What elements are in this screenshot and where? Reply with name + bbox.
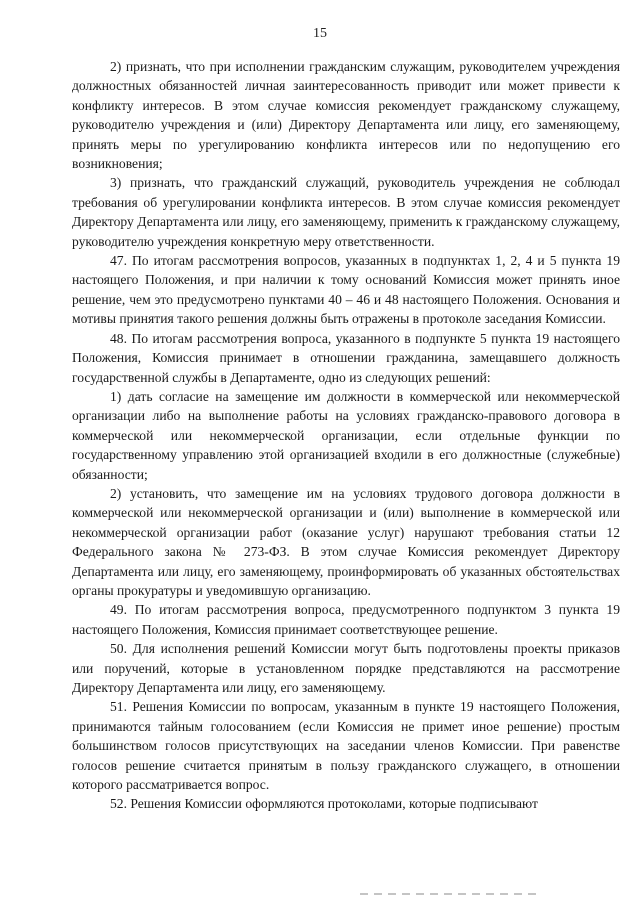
paragraph-48-1-consent: 1) дать согласие на замещение им должности в коммерческой или некоммерческой организации либо на выполнение работы на условиях гражданско-правового договора в коммерческой или некоммерческой организации, если отдельные функции по государственному управлению этой организацией входили в его должностные (служебные) обязанности; [72, 388, 620, 482]
paragraph-48-2-violation: 2) установить, что замещение им на условиях трудового договора должности в коммерческой или некоммерческой организации и (или) выполнение в коммерческой или некоммерческой организации работ (оказание услуг) нарушают требования статьи 12 Федерального закона № 273-ФЗ. В этом случае Комиссия рекомендует Директору Департамента или лицу, его заменяющему, проинформировать об указанных обстоятельствах органы прокуратуры и уведомившую организацию. [72, 485, 620, 598]
paragraph-47: 47. По итогам рассмотрения вопросов, указанных в подпунктах 1, 2, 4 и 5 пункта 19 настоящего Положения, и при наличии к тому оснований Комиссия может принять иное решение, чем это предусмотрено пунктами 40 – 46 и 48 настоящего Положения. Основания и мотивы принятия такого решения должны быть отражены в протоколе заседания Комиссии. [72, 253, 620, 327]
paragraph-49: 49. По итогам рассмотрения вопроса, предусмотренного подпунктом 3 пункта 19 настоящего Положения, Комиссия принимает соответствующее решение. [72, 602, 620, 637]
paragraph-52: 52. Решения Комиссии оформляются протоколами, которые подписывают [110, 796, 538, 812]
scan-artifact-mark [360, 893, 540, 895]
page-number: 15 [313, 26, 327, 41]
paragraph-3-recognize-noncompliance: 3) признать, что гражданский служащий, руководитель учреждения не соблюдал требования об урегулировании конфликта интересов. В этом случае комиссия рекомендует Директору Департамента или лицу, его заменяющему, применить к гражданскому служащему, руководителю учреждения конкретную меру ответственности. [72, 175, 620, 249]
document-body [72, 57, 620, 814]
paragraph-2-recognize-conflict: 2) признать, что при исполнении гражданским служащим, руководителем учреждения должностных обязанностей личная заинтересованность приводит или может привести к конфликту интересов. В этом случае комиссия рекомендует гражданскому служащему, руководителю учреждения и (или) Директору Департамента или лицу, его заменяющему, принять меры по урегулированию конфликта интересов или по недопущению его возникновения; [72, 59, 620, 172]
paragraph-51: 51. Решения Комиссии по вопросам, указанным в пункте 19 настоящего Положения, принимаются тайным голосованием (если Комиссия не примет иное решение) простым большинством голосов присутствующих на заседании членов Комиссии. При равенстве голосов решение считается принятым в пользу гражданского служащего, в отношении которого рассматривается вопрос. [72, 699, 620, 793]
paragraph-48: 48. По итогам рассмотрения вопроса, указанного в подпункте 5 пункта 19 настоящего Положения, Комиссия принимает в отношении гражданина, замещавшего должность государственной службы в Департаменте, одно из следующих решений: [72, 330, 620, 385]
paragraph-50: 50. Для исполнения решений Комиссии могут быть подготовлены проекты приказов или поручений, которые в установленном порядке представляются на рассмотрение Директору Департамента или лицу, его заменяющему. [72, 641, 620, 695]
